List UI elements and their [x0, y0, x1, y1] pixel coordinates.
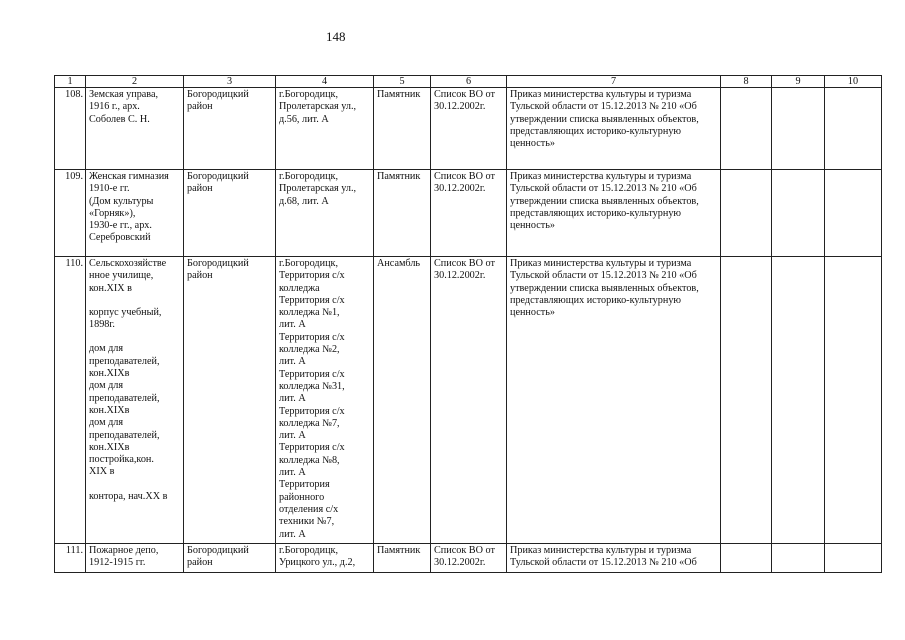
object-name-part: дом для преподавателей, кон.XIXв дом для преподавателей, кон.XIXв дом для преподавателей, кон.XIXв постройка,кон. XIX в — [89, 343, 160, 478]
order-reference: Приказ министерства культуры и туризма Тульской области от 15.12.2013 № 210 «Об утверждении списка выявленных объектов, представляющих историко-культурную ценность» — [507, 257, 721, 544]
object-type: Памятник — [374, 544, 431, 573]
table-row — [55, 544, 882, 573]
district: Богородицкий район — [184, 257, 276, 544]
order-reference: Приказ министерства культуры и туризма Тульской области от 15.12.2013 № 210 «Об — [507, 544, 721, 573]
list-reference: Список ВО от 30.12.2002г. — [431, 257, 507, 544]
table-row — [55, 170, 882, 257]
column-header: 5 — [374, 76, 431, 88]
heritage-registry-table — [54, 75, 882, 573]
column-header: 3 — [184, 76, 276, 88]
district: Богородицкий район — [184, 170, 276, 257]
column-10-cell — [825, 88, 882, 170]
table-row — [55, 257, 882, 544]
column-8-cell — [721, 170, 772, 257]
column-9-cell — [772, 170, 825, 257]
column-header: 8 — [721, 76, 772, 88]
object-type: Ансамбль — [374, 257, 431, 544]
column-10-cell — [825, 544, 882, 573]
list-reference: Список ВО от 30.12.2002г. — [431, 170, 507, 257]
address: г.Богородицк, Урицкого ул., д.2, — [276, 544, 374, 573]
object-type: Памятник — [374, 88, 431, 170]
district: Богородицкий район — [184, 88, 276, 170]
column-10-cell — [825, 170, 882, 257]
table-row — [55, 88, 882, 170]
column-header: 6 — [431, 76, 507, 88]
column-8-cell — [721, 257, 772, 544]
column-8-cell — [721, 88, 772, 170]
address: г.Богородицк, Территория с/х колледжа Территория с/х колледжа №1, лит. А Территория с/х колледжа №2, лит. А Территория с/х колледжа №31, лит. А Территория с/х колледжа №7, лит. А Территория с/х колледжа №8, лит. А Территория районного отделения с/х техники №7, лит. А — [276, 257, 374, 544]
column-header: 1 — [55, 76, 86, 88]
object-name-part: корпус учебный, 1898г. — [89, 306, 162, 331]
column-number-row — [55, 76, 882, 88]
object-name: Пожарное депо, 1912-1915 гг. — [86, 544, 184, 573]
order-reference: Приказ министерства культуры и туризма Тульской области от 15.12.2013 № 210 «Об утверждении списка выявленных объектов, представляющих историко-культурную ценность» — [507, 88, 721, 170]
order-reference: Приказ министерства культуры и туризма Тульской области от 15.12.2013 № 210 «Об утверждении списка выявленных объектов, представляющих историко-культурную ценность» — [507, 170, 721, 257]
object-name: Женская гимназия 1910-е гг. (Дом культуры «Горняк»), 1930-е гг., арх. Серебровский — [86, 170, 184, 257]
object-name-part: контора, нач.XX в — [89, 490, 168, 502]
object-name — [86, 257, 184, 544]
list-reference: Список ВО от 30.12.2002г. — [431, 88, 507, 170]
row-number: 109. — [55, 170, 86, 257]
column-header: 2 — [86, 76, 184, 88]
object-name: Земская управа, 1916 г., арх. Соболев С. Н. — [86, 88, 184, 170]
row-number: 111. — [55, 544, 86, 573]
column-header: 10 — [825, 76, 882, 88]
district: Богородицкий район — [184, 544, 276, 573]
address: г.Богородицк, Пролетарская ул., д.68, лит. А — [276, 170, 374, 257]
object-name-part: Сельскохозяйстве нное училище, кон.XIX в — [89, 258, 167, 294]
column-10-cell — [825, 257, 882, 544]
row-number: 110. — [55, 257, 86, 544]
column-header: 7 — [507, 76, 721, 88]
address: г.Богородицк, Пролетарская ул., д.56, лит. А — [276, 88, 374, 170]
list-reference: Список ВО от 30.12.2002г. — [431, 544, 507, 573]
column-9-cell — [772, 544, 825, 573]
object-type: Памятник — [374, 170, 431, 257]
column-9-cell — [772, 88, 825, 170]
column-9-cell — [772, 257, 825, 544]
row-number: 108. — [55, 88, 86, 170]
page-number: 148 — [326, 29, 346, 44]
column-8-cell — [721, 544, 772, 573]
column-header: 4 — [276, 76, 374, 88]
column-header: 9 — [772, 76, 825, 88]
